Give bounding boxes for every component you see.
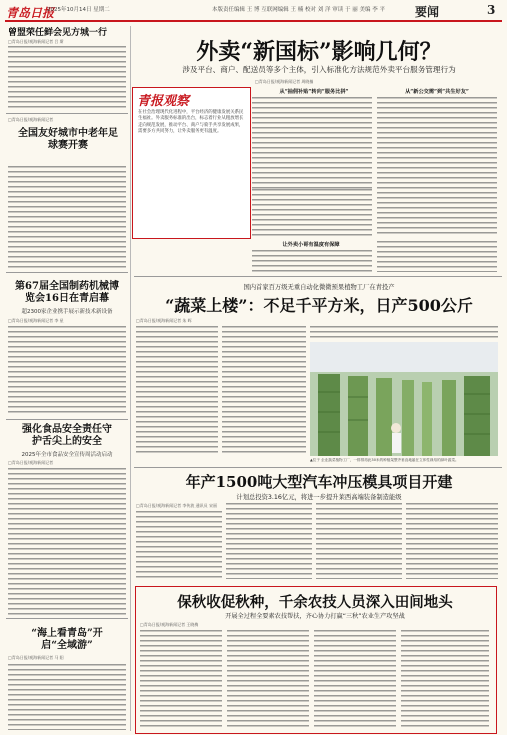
masthead: 青岛日报 (6, 6, 55, 20)
article-title: 全国友好城市中老年足球赛开赛 (18, 128, 118, 151)
column-divider (130, 26, 131, 731)
article-body (377, 97, 497, 237)
article-title: “海上看青岛”开启“全域游” (31, 628, 103, 651)
article-subtitle: 开展全过程全要素农技帮扶，齐心协力打赢“三秋”农业生产攻坚战 (225, 613, 405, 620)
editors-line: 本版责任编辑 王 博 互联网编辑 王 楠 校对 刘 洋 审读 于 丽 美编 李 平 (212, 7, 385, 13)
article-body (8, 326, 126, 415)
commentary-logo: 青报观察 (137, 94, 190, 109)
article-divider (6, 272, 128, 273)
article-subtitle: 超2300家企业携手展示新技术新设备 (21, 309, 113, 315)
article-body (401, 630, 489, 728)
article-byline: □青岛日报/观海新闻记者 李 星 (8, 318, 64, 323)
article-body (377, 241, 497, 272)
article-body (314, 630, 396, 728)
article-byline: □青岛日报/观海新闻记者 吕 斯 (8, 39, 64, 44)
main-subheadline: 涉及平台、商户、配送员等多个主体，引入标准化方法规范外卖平台服务管理行为 (182, 65, 456, 74)
article-title: 保秋收促秋种，千余农技人员深入田间地头 (177, 594, 453, 611)
article-body (252, 250, 372, 272)
article-body (252, 189, 372, 237)
article-byline: □青岛日报/观海新闻记者 (8, 117, 54, 122)
article-body (310, 326, 498, 340)
factory-photo-image (310, 342, 498, 456)
article-divider (134, 467, 502, 468)
article-byline: □青岛日报/观海新闻记者 朱 晖 (136, 318, 192, 323)
article-divider (6, 113, 128, 114)
article-divider (134, 276, 502, 277)
article-body (8, 46, 126, 110)
date-line: 2025年10月14日 星期二 (47, 7, 110, 13)
article-body (227, 630, 309, 728)
article-title: 年产1500吨大型汽车冲压模具项目开建 (185, 473, 453, 491)
page-number: 3 (487, 3, 496, 17)
main-byline: □青岛日报/观海新闻记者 周晓楠 (255, 79, 314, 84)
section-heading: 从“新公交需”到“共生好友” (405, 89, 469, 95)
article-body (8, 468, 126, 615)
article-body (8, 166, 126, 269)
article-divider (6, 618, 128, 619)
article-kicker: 国内首家百万级无重自动化微微预果植物工厂在青投产 (243, 284, 395, 291)
article-body (252, 97, 372, 189)
article-body (226, 503, 312, 579)
article-byline: □青岛日报/观海新闻记者 马 阳 (8, 655, 64, 660)
factory-photo (310, 342, 498, 456)
commentary-box (132, 87, 251, 239)
article-subtitle: 2025年全市食品安全宣传周活动启动 (21, 452, 113, 458)
article-divider (6, 419, 128, 420)
article-subtitle: 计划总投资3.16亿元，将进一步提升莱西高端装备制造能级 (236, 494, 402, 501)
article-title: 曾盟荣任鲜会见方城一行 (8, 28, 108, 38)
header-rule (5, 20, 502, 22)
article-title: 第67届全国制药机械博览会16日在青启幕 (15, 281, 119, 304)
article-body (406, 503, 498, 579)
photo-caption: ▲位于 企业蔬菜植物工厂，一排排再此30米的种植架整齐垂直地悬在立体性栽培的绿叶蔬菜。 (310, 458, 459, 462)
article-body (140, 630, 222, 728)
section-heading: 从“抽佣补贴”转向“服务比拼” (279, 89, 349, 95)
main-headline: 外卖“新国标”影响几何？ (196, 39, 442, 65)
article-byline: □青岛日报/观海新闻记者 李传波 通讯员 宋丽 (136, 503, 217, 508)
article-body (222, 326, 306, 456)
article-byline: □青岛日报/观海新闻记者 王晓梅 (140, 622, 199, 627)
section-name: 要闻 (415, 5, 440, 19)
commentary-text: 在社会治理现代化进程中，平台经济的健康发展关系民生福祉。外卖服务标准的出台，标志着行业从粗放增长走向规范发展，推动平台、商户与骑手共享发展成果，需要多方共同努力，让外卖服务更有温度。 (138, 110, 244, 135)
article-body (136, 511, 222, 579)
article-byline: □青岛日报/观海新闻记者 (8, 460, 54, 465)
article-body (136, 326, 218, 456)
article-body (8, 664, 126, 730)
section-heading: 让外卖小哥有温度有保障 (282, 242, 340, 248)
article-title: “蔬菜上楼”：不足千平方米，日产500公斤 (165, 296, 473, 315)
article-body (316, 503, 402, 579)
article-title: 强化食品安全责任守护舌尖上的安全 (22, 424, 112, 447)
